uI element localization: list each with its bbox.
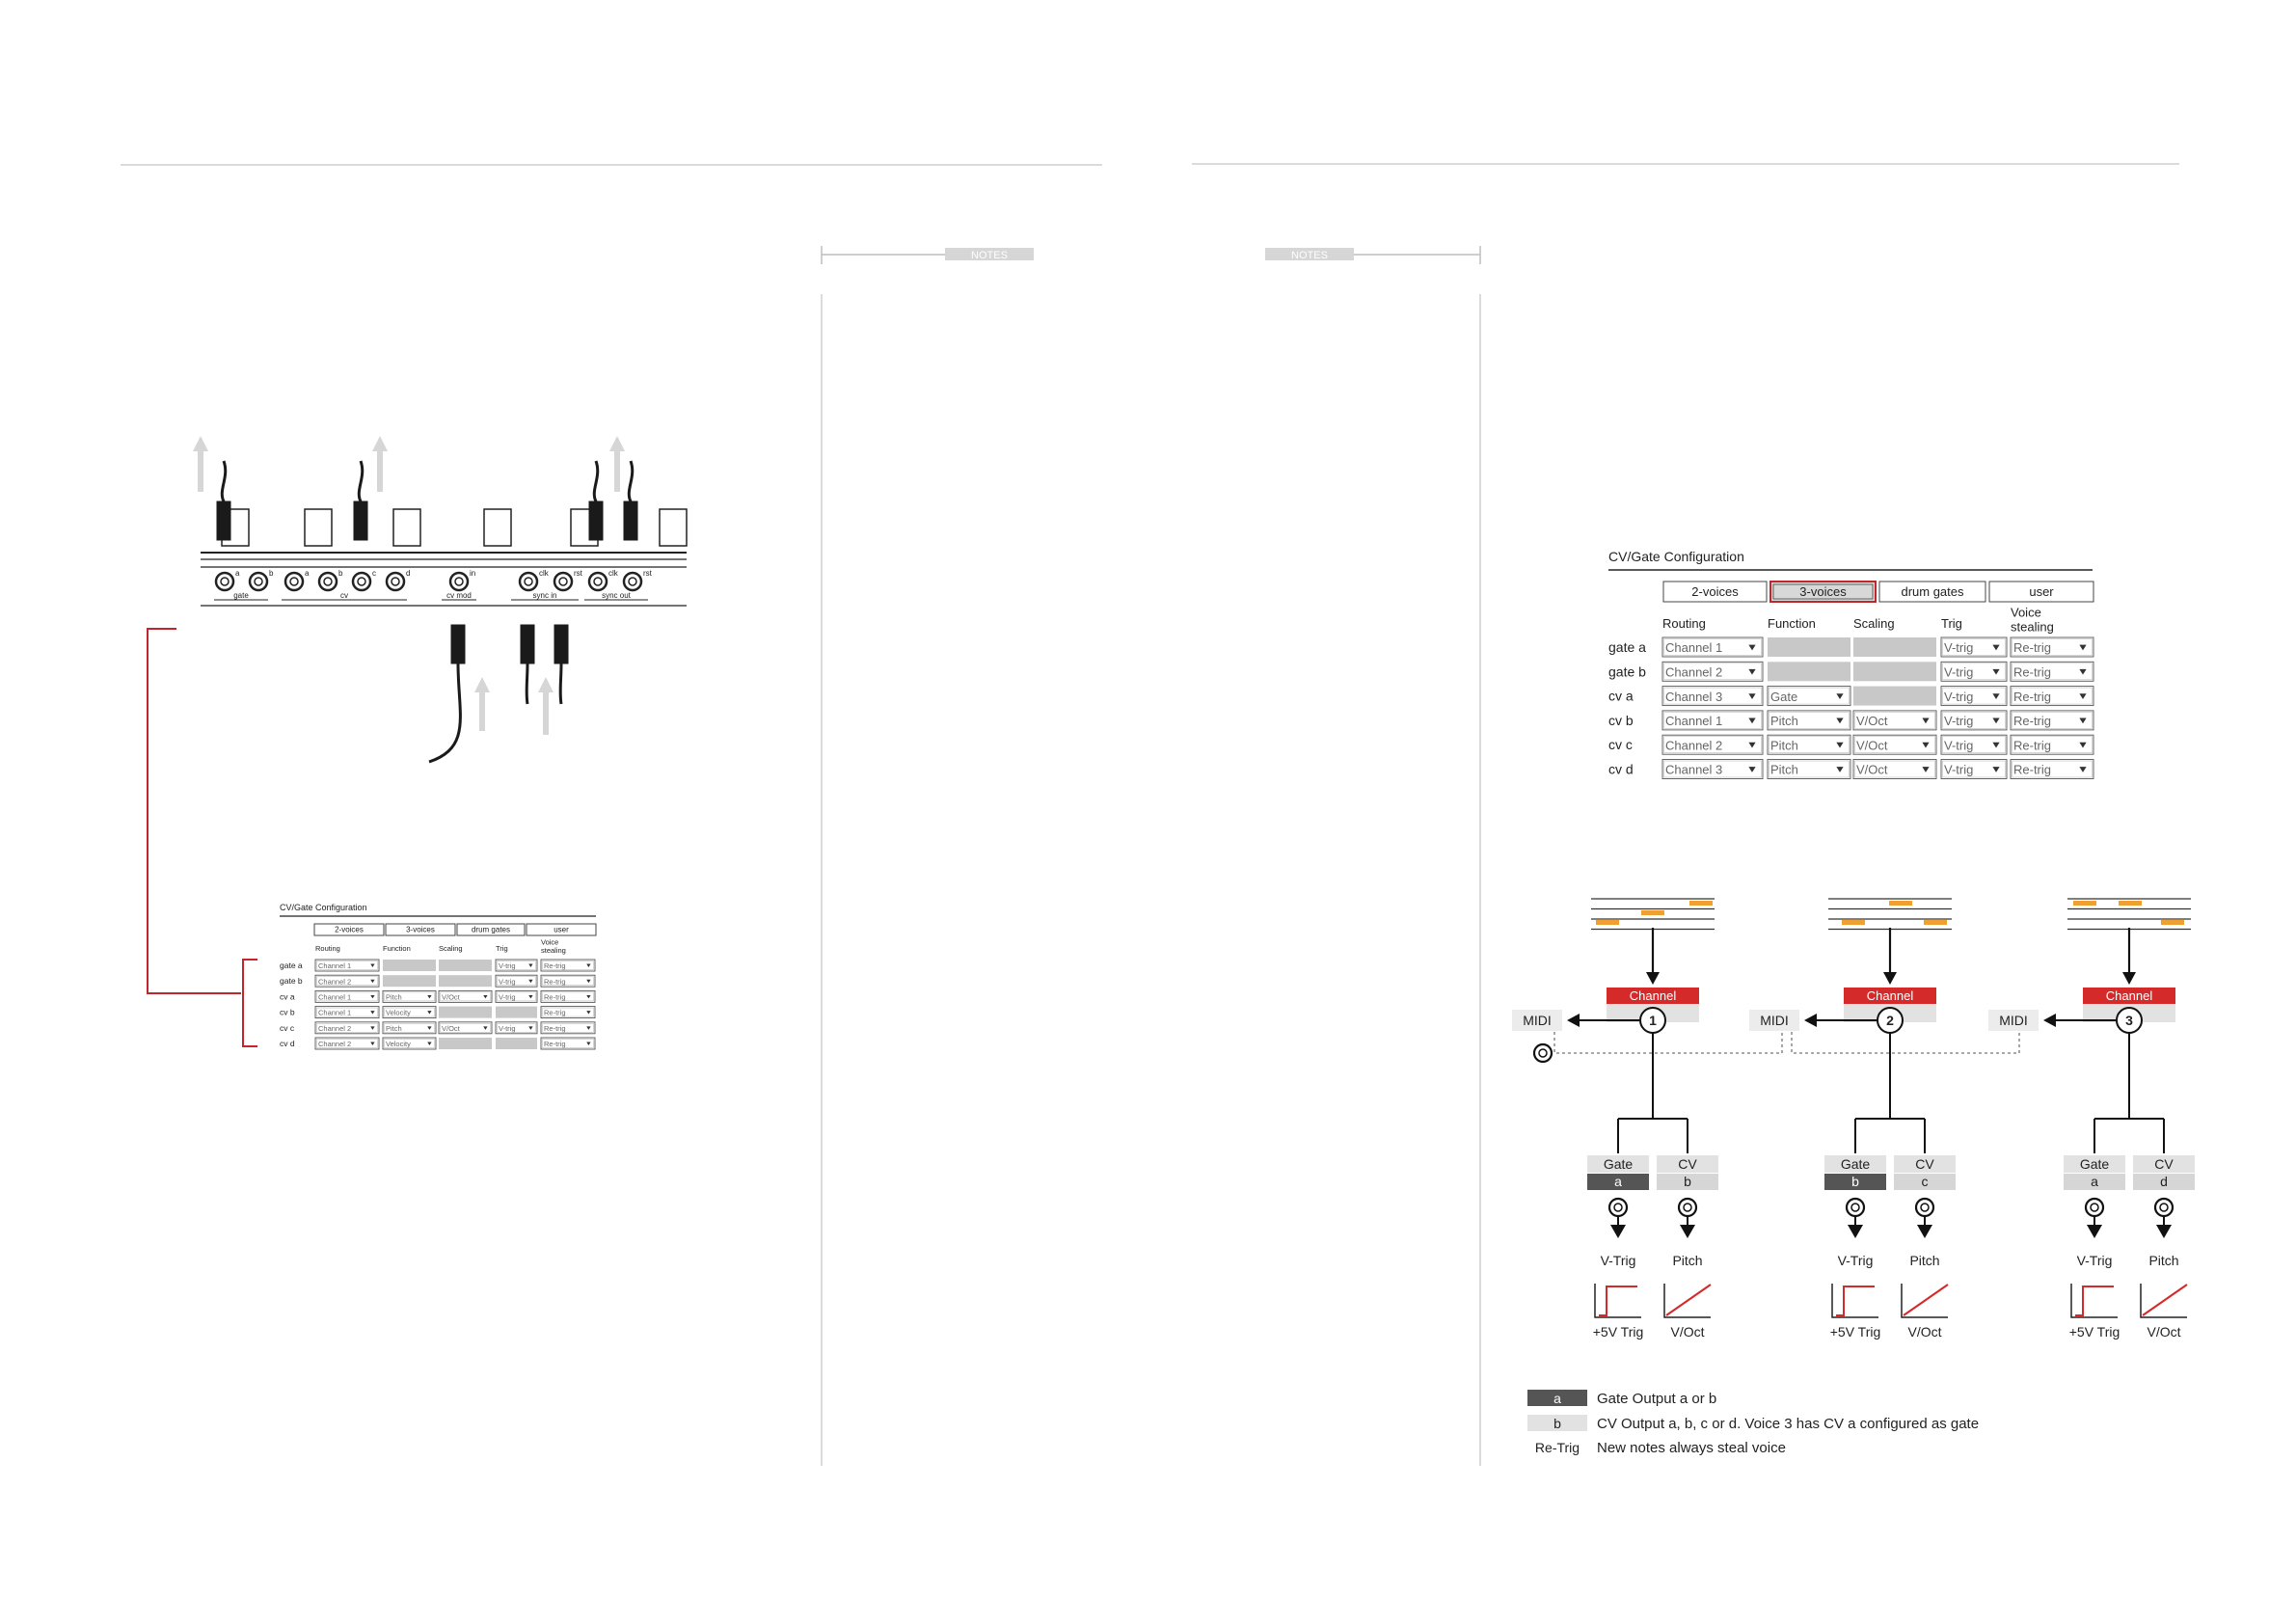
cv-waveform-label: V/Oct xyxy=(2147,1324,2181,1340)
dropdown-trig[interactable] xyxy=(496,960,537,971)
dropdown-steal[interactable] xyxy=(2011,637,2093,657)
gate-label: Gate xyxy=(1603,1156,1634,1172)
panel-knob-housing xyxy=(484,509,511,546)
column-header: Function xyxy=(383,944,411,953)
dropdown-value: Re-trig xyxy=(544,977,566,987)
dropdown-trig[interactable] xyxy=(496,1022,537,1034)
cv-gate-config-large xyxy=(1608,549,2093,779)
dropdown-steal[interactable] xyxy=(541,1022,595,1034)
jack-label: d xyxy=(406,569,411,578)
jack-socket xyxy=(589,569,619,590)
dropdown-trig[interactable] xyxy=(496,975,537,987)
dropdown-routing[interactable] xyxy=(315,1022,379,1034)
cv-function: Pitch xyxy=(2148,1253,2179,1268)
cv-letter: b xyxy=(1684,1174,1691,1189)
dropdown-value: Re-trig xyxy=(544,1040,566,1049)
panel-knob-housing xyxy=(305,509,332,546)
gate-label: Gate xyxy=(1840,1156,1871,1172)
config-tab-label: drum gates xyxy=(1901,584,1964,600)
dropdown-value: Pitch xyxy=(1770,762,1798,777)
midi-label: MIDI xyxy=(1523,1013,1552,1028)
disabled-cell xyxy=(1768,637,1850,657)
column-header: Trig xyxy=(496,944,508,953)
arrow-left-icon xyxy=(1804,1014,1817,1027)
dropdown-routing[interactable] xyxy=(1662,711,1763,730)
dropdown-steal[interactable] xyxy=(2011,735,2093,754)
dropdown-routing[interactable] xyxy=(1662,760,1763,779)
cv-output xyxy=(1657,1155,1718,1340)
row-label: cv a xyxy=(1608,688,1634,704)
dropdown-function[interactable] xyxy=(1768,687,1850,706)
jack-label: a xyxy=(305,569,310,578)
dropdown-routing[interactable] xyxy=(1662,637,1763,657)
voice-number: 1 xyxy=(1649,1013,1657,1028)
row-label: cv a xyxy=(280,991,295,1002)
dropdown-value: V-trig xyxy=(1944,738,1974,753)
voice-routing-diagram xyxy=(1512,899,2195,1340)
jack-socket xyxy=(250,569,274,590)
dropdown-value: Channel 2 xyxy=(1665,664,1723,680)
note-sequence-icon xyxy=(1828,899,1952,930)
dropdown-steal[interactable] xyxy=(541,975,595,987)
column-header xyxy=(2011,605,2054,634)
dropdown-trig[interactable] xyxy=(1941,662,2007,681)
gate-output xyxy=(1824,1155,1886,1340)
dropdown-routing[interactable] xyxy=(315,1038,379,1049)
dropdown-value: V-trig xyxy=(499,977,516,987)
dropdown-steal[interactable] xyxy=(2011,687,2093,706)
disabled-cell xyxy=(439,1038,492,1049)
config-tab-label: drum gates xyxy=(471,925,511,934)
midi-label: MIDI xyxy=(1760,1013,1789,1028)
jack-socket xyxy=(450,569,475,590)
dropdown-routing[interactable] xyxy=(1662,735,1763,754)
column-header: Scaling xyxy=(1853,616,1895,631)
dropdown-routing[interactable] xyxy=(315,960,379,971)
jack-label: rst xyxy=(574,569,582,578)
arrow-left-icon xyxy=(2043,1014,2056,1027)
notes-header-right xyxy=(1265,246,1480,264)
column-header: Routing xyxy=(1662,616,1706,631)
row-label: gate a xyxy=(280,961,303,970)
dropdown-value: Re-trig xyxy=(544,992,566,1002)
dropdown-function[interactable] xyxy=(1768,711,1850,730)
config-tab[interactable] xyxy=(386,924,455,935)
gate-letter: a xyxy=(1614,1174,1622,1189)
hardware-panel-illustration xyxy=(193,436,687,762)
jack-socket xyxy=(216,569,240,590)
config-row xyxy=(1608,711,2093,730)
jack-group-label: cv mod xyxy=(446,591,472,600)
dropdown-value: V/Oct xyxy=(1856,762,1888,777)
dropdown-scaling[interactable] xyxy=(1853,760,1936,779)
cv-label: CV xyxy=(1915,1156,1934,1172)
arrow-down-icon xyxy=(2087,1225,2102,1238)
dropdown-steal[interactable] xyxy=(2011,760,2093,779)
arrow-left-icon xyxy=(1567,1014,1580,1027)
cv-letter: d xyxy=(2160,1174,2168,1189)
arrow-down-icon xyxy=(1917,1225,1932,1238)
disabled-cell xyxy=(439,1007,492,1018)
dropdown-value: Pitch xyxy=(1770,714,1798,729)
dropdown-function[interactable] xyxy=(1768,735,1850,754)
row-label: cv c xyxy=(280,1022,295,1033)
jack-label: in xyxy=(470,569,476,578)
gate-waveform-label: +5V Trig xyxy=(1829,1324,1881,1340)
dropdown-value: Channel 2 xyxy=(318,1023,352,1033)
dropdown-routing[interactable] xyxy=(1662,662,1763,681)
pitch-ramp-icon xyxy=(1902,1284,1948,1317)
dropdown-value: Channel 1 xyxy=(1665,714,1723,729)
dropdown-value: Gate xyxy=(1770,689,1798,704)
row-label: gate a xyxy=(1608,639,1646,655)
dropdown-value: Channel 1 xyxy=(318,1008,352,1017)
arrow-down-icon xyxy=(1610,1225,1626,1238)
panel-knob-housing xyxy=(393,509,420,546)
jack-socket xyxy=(520,569,550,590)
config-tab[interactable] xyxy=(1770,582,1876,602)
disabled-cell xyxy=(439,960,492,971)
dropdown-scaling[interactable] xyxy=(1853,711,1936,730)
dropdown-function[interactable] xyxy=(1768,760,1850,779)
dropdown-value: Re-trig xyxy=(2013,714,2052,729)
voice-number: 2 xyxy=(1886,1013,1894,1028)
dropdown-value: Re-trig xyxy=(544,1023,566,1033)
dropdown-value: Re-trig xyxy=(544,1008,566,1017)
arrow-down-icon xyxy=(1680,1225,1695,1238)
legend-text: CV Output a, b, c or d. Voice 3 has CV a configured as gate xyxy=(1597,1416,1980,1432)
config-tab[interactable] xyxy=(527,924,596,935)
dropdown-value: Channel 3 xyxy=(1665,762,1723,777)
dropdown-function[interactable] xyxy=(383,1007,436,1018)
jack-label: c xyxy=(372,569,376,578)
row-label: cv b xyxy=(280,1007,295,1017)
config-row xyxy=(280,960,595,971)
cv-gate-config-small xyxy=(280,903,596,1049)
dropdown-function[interactable] xyxy=(383,990,436,1002)
jack-label: b xyxy=(338,569,343,578)
gate-waveform-label: +5V Trig xyxy=(2068,1324,2120,1340)
legend-key: Re-Trig xyxy=(1534,1440,1580,1455)
midi-link-dashed xyxy=(1554,1032,2019,1053)
note-sequence-icon xyxy=(2067,899,2191,930)
config-tab[interactable] xyxy=(314,924,384,935)
dropdown-value: Re-trig xyxy=(2013,664,2052,680)
voice-number: 3 xyxy=(2125,1013,2133,1028)
dropdown-trig[interactable] xyxy=(1941,711,2007,730)
column-header: Trig xyxy=(1941,616,1962,631)
disabled-cell xyxy=(1853,687,1936,706)
row-label: cv d xyxy=(280,1039,295,1048)
config-row xyxy=(1608,760,2093,779)
config-tab[interactable] xyxy=(1879,582,1985,602)
notes-header-left xyxy=(822,246,1034,264)
dropdown-value: Re-trig xyxy=(544,961,566,971)
dropdown-value: V-trig xyxy=(1944,689,1974,704)
column-header-text: stealing xyxy=(541,945,566,955)
dropdown-value: Velocity xyxy=(386,1040,411,1049)
dropdown-value: Pitch xyxy=(386,992,402,1002)
config-title: CV/Gate Configuration xyxy=(1608,549,1744,564)
config-row xyxy=(1608,662,2093,681)
jack-group xyxy=(511,591,579,600)
gate-label: Gate xyxy=(2079,1156,2110,1172)
dropdown-steal[interactable] xyxy=(541,990,595,1002)
config-row xyxy=(1608,687,2093,706)
voice-block xyxy=(1512,899,1718,1340)
row-label: cv c xyxy=(1608,737,1633,753)
panel-knob-housing xyxy=(660,509,687,546)
dropdown-value: Channel 2 xyxy=(318,1040,352,1049)
config-tab-label: 2-voices xyxy=(335,925,364,934)
dropdown-steal[interactable] xyxy=(541,1007,595,1018)
dropdown-value: V/Oct xyxy=(1856,714,1888,729)
legend-item xyxy=(1527,1390,1716,1407)
disabled-cell xyxy=(1853,662,1936,681)
cv-function: Pitch xyxy=(1909,1253,1940,1268)
column-header: Routing xyxy=(315,944,340,953)
config-tab[interactable] xyxy=(1663,582,1767,602)
legend-item xyxy=(1527,1415,1979,1432)
legend-key: a xyxy=(1553,1391,1561,1406)
cv-output xyxy=(1894,1155,1956,1340)
cv-function: Pitch xyxy=(1672,1253,1703,1268)
channel-label: Channel xyxy=(2105,988,2153,1003)
config-tab[interactable] xyxy=(457,924,525,935)
dropdown-value: V/Oct xyxy=(1856,738,1888,753)
cv-label: CV xyxy=(2154,1156,2174,1172)
config-title: CV/Gate Configuration xyxy=(280,903,367,912)
midi-label: MIDI xyxy=(1999,1013,2028,1028)
jack-group xyxy=(214,591,268,600)
config-tab-label: 3-voices xyxy=(406,925,435,934)
jack-socket xyxy=(285,569,310,590)
dropdown-trig[interactable] xyxy=(1941,687,2007,706)
dropdown-value: V/Oct xyxy=(442,1023,460,1033)
column-header: Function xyxy=(1768,616,1816,631)
config-row xyxy=(280,1022,595,1034)
config-tab-label: user xyxy=(554,925,569,934)
voice-block xyxy=(1988,899,2195,1340)
legend-key: b xyxy=(1553,1416,1561,1431)
row-label: gate b xyxy=(280,976,303,987)
dropdown-value: Re-trig xyxy=(2013,738,2052,753)
dropdown-scaling[interactable] xyxy=(439,1022,492,1034)
gate-function: V-Trig xyxy=(1837,1253,1874,1268)
dropdown-value: V-trig xyxy=(499,992,516,1002)
arrow-down-icon xyxy=(1883,972,1897,985)
pitch-ramp-icon xyxy=(2141,1284,2187,1317)
callout-bracket xyxy=(148,629,257,1046)
jack-group xyxy=(282,591,407,600)
jack-socket xyxy=(353,569,376,590)
cv-output xyxy=(2133,1155,2195,1340)
column-header-text: stealing xyxy=(2011,619,2054,635)
trigger-waveform-icon xyxy=(1595,1284,1641,1317)
jack-socket xyxy=(554,569,583,590)
dropdown-function[interactable] xyxy=(383,1038,436,1049)
arrow-down-icon xyxy=(1646,972,1660,985)
dropdown-value: Channel 2 xyxy=(1665,738,1723,753)
dropdown-value: V-trig xyxy=(499,1023,516,1033)
gate-output xyxy=(1587,1155,1649,1340)
dropdown-value: Channel 1 xyxy=(1665,640,1723,656)
patch-cables xyxy=(217,461,637,762)
config-row xyxy=(280,1007,595,1018)
gate-waveform-label: +5V Trig xyxy=(1592,1324,1644,1340)
dropdown-value: Re-trig xyxy=(2013,689,2052,704)
dropdown-value: Channel 3 xyxy=(1665,689,1723,704)
jack-socket xyxy=(319,569,343,590)
jack-label: b xyxy=(269,569,274,578)
dropdown-value: Re-trig xyxy=(2013,762,2052,777)
jack-label: a xyxy=(235,569,240,578)
arrow-down-icon xyxy=(2156,1225,2172,1238)
dropdown-value: V-trig xyxy=(1944,664,1974,680)
legend-text: New notes always steal voice xyxy=(1597,1440,1786,1456)
dropdown-value: Re-trig xyxy=(2013,640,2052,656)
gate-output xyxy=(2064,1155,2125,1340)
dropdown-routing[interactable] xyxy=(315,975,379,987)
config-tab-label: 2-voices xyxy=(1691,584,1739,600)
column-header-text: Voice xyxy=(541,937,559,947)
dropdown-trig[interactable] xyxy=(496,990,537,1002)
jack-label: clk xyxy=(608,569,618,578)
dropdown-value: V/Oct xyxy=(442,992,460,1002)
jack-group xyxy=(584,591,648,600)
gate-letter: a xyxy=(2091,1174,2098,1189)
config-row xyxy=(280,990,595,1002)
config-tab-label: 3-voices xyxy=(1799,584,1847,600)
dropdown-value: Channel 1 xyxy=(318,992,352,1002)
disabled-cell xyxy=(496,1038,537,1049)
pitch-ramp-icon xyxy=(1664,1284,1711,1317)
dropdown-value: V-trig xyxy=(1944,714,1974,729)
cv-waveform-label: V/Oct xyxy=(1907,1324,1942,1340)
legend xyxy=(1527,1390,1979,1456)
dropdown-trig[interactable] xyxy=(1941,760,2007,779)
dropdown-trig[interactable] xyxy=(1941,735,2007,754)
row-label: gate b xyxy=(1608,663,1646,680)
jack-group-label: sync in xyxy=(532,591,557,600)
gate-letter: b xyxy=(1851,1174,1859,1189)
jack-socket xyxy=(387,569,410,590)
notes-label: NOTES xyxy=(1291,250,1328,261)
dropdown-value: Pitch xyxy=(386,1023,402,1033)
config-row xyxy=(1608,735,2093,754)
cv-label: CV xyxy=(1678,1156,1697,1172)
dropdown-value: V-trig xyxy=(499,961,516,971)
cv-waveform-label: V/Oct xyxy=(1670,1324,1705,1340)
channel-label: Channel xyxy=(1629,988,1677,1003)
disabled-cell xyxy=(383,960,436,971)
notes-label: NOTES xyxy=(971,250,1008,261)
disabled-cell xyxy=(439,975,492,987)
trigger-waveform-icon xyxy=(1832,1284,1878,1317)
dropdown-routing[interactable] xyxy=(315,990,379,1002)
channel-label: Channel xyxy=(1866,988,1914,1003)
dropdown-steal[interactable] xyxy=(2011,711,2093,730)
dropdown-routing[interactable] xyxy=(1662,687,1763,706)
dropdown-trig[interactable] xyxy=(1941,637,2007,657)
jack-group-label: sync out xyxy=(602,591,631,600)
dropdown-routing[interactable] xyxy=(315,1007,379,1018)
dropdown-value: V-trig xyxy=(1944,762,1974,777)
jack-socket xyxy=(624,569,653,590)
dropdown-function[interactable] xyxy=(383,1022,436,1034)
dropdown-scaling[interactable] xyxy=(1853,735,1936,754)
config-row xyxy=(1608,637,2093,657)
jack-group-label: cv xyxy=(340,591,348,600)
row-label: cv d xyxy=(1608,761,1634,777)
dropdown-value: Channel 1 xyxy=(318,961,352,971)
disabled-cell xyxy=(383,975,436,987)
legend-item xyxy=(1535,1440,1786,1456)
disabled-cell xyxy=(1768,662,1850,681)
dropdown-steal[interactable] xyxy=(541,960,595,971)
dropdown-steal[interactable] xyxy=(541,1038,595,1049)
jack-group xyxy=(442,591,476,600)
config-tab[interactable] xyxy=(1989,582,2093,602)
config-row xyxy=(280,1038,595,1049)
cv-letter: c xyxy=(1921,1174,1929,1189)
disabled-cell xyxy=(496,1007,537,1018)
arrow-down-icon xyxy=(2122,972,2136,985)
note-sequence-icon xyxy=(1591,899,1715,930)
dropdown-steal[interactable] xyxy=(2011,662,2093,681)
trigger-waveform-icon xyxy=(2071,1284,2118,1317)
column-header xyxy=(541,937,566,955)
gate-function: V-Trig xyxy=(1600,1253,1636,1268)
jack-label: rst xyxy=(643,569,652,578)
row-label: cv b xyxy=(1608,712,1634,728)
dropdown-value: Pitch xyxy=(1770,738,1798,753)
jack-label: clk xyxy=(539,569,549,578)
column-header: Scaling xyxy=(439,944,463,953)
gate-function: V-Trig xyxy=(2076,1253,2113,1268)
column-header-text: Voice xyxy=(2011,605,2041,620)
voice-block xyxy=(1749,899,1956,1340)
dropdown-value: Velocity xyxy=(386,1008,411,1017)
dropdown-value: Channel 2 xyxy=(318,977,352,987)
legend-text: Gate Output a or b xyxy=(1597,1391,1717,1407)
config-row xyxy=(280,975,595,987)
dropdown-value: V-trig xyxy=(1944,640,1974,656)
config-tab-label: user xyxy=(2029,584,2054,600)
disabled-cell xyxy=(1853,637,1936,657)
dropdown-scaling[interactable] xyxy=(439,990,492,1002)
jack-group-label: gate xyxy=(233,591,249,600)
arrow-down-icon xyxy=(1848,1225,1863,1238)
